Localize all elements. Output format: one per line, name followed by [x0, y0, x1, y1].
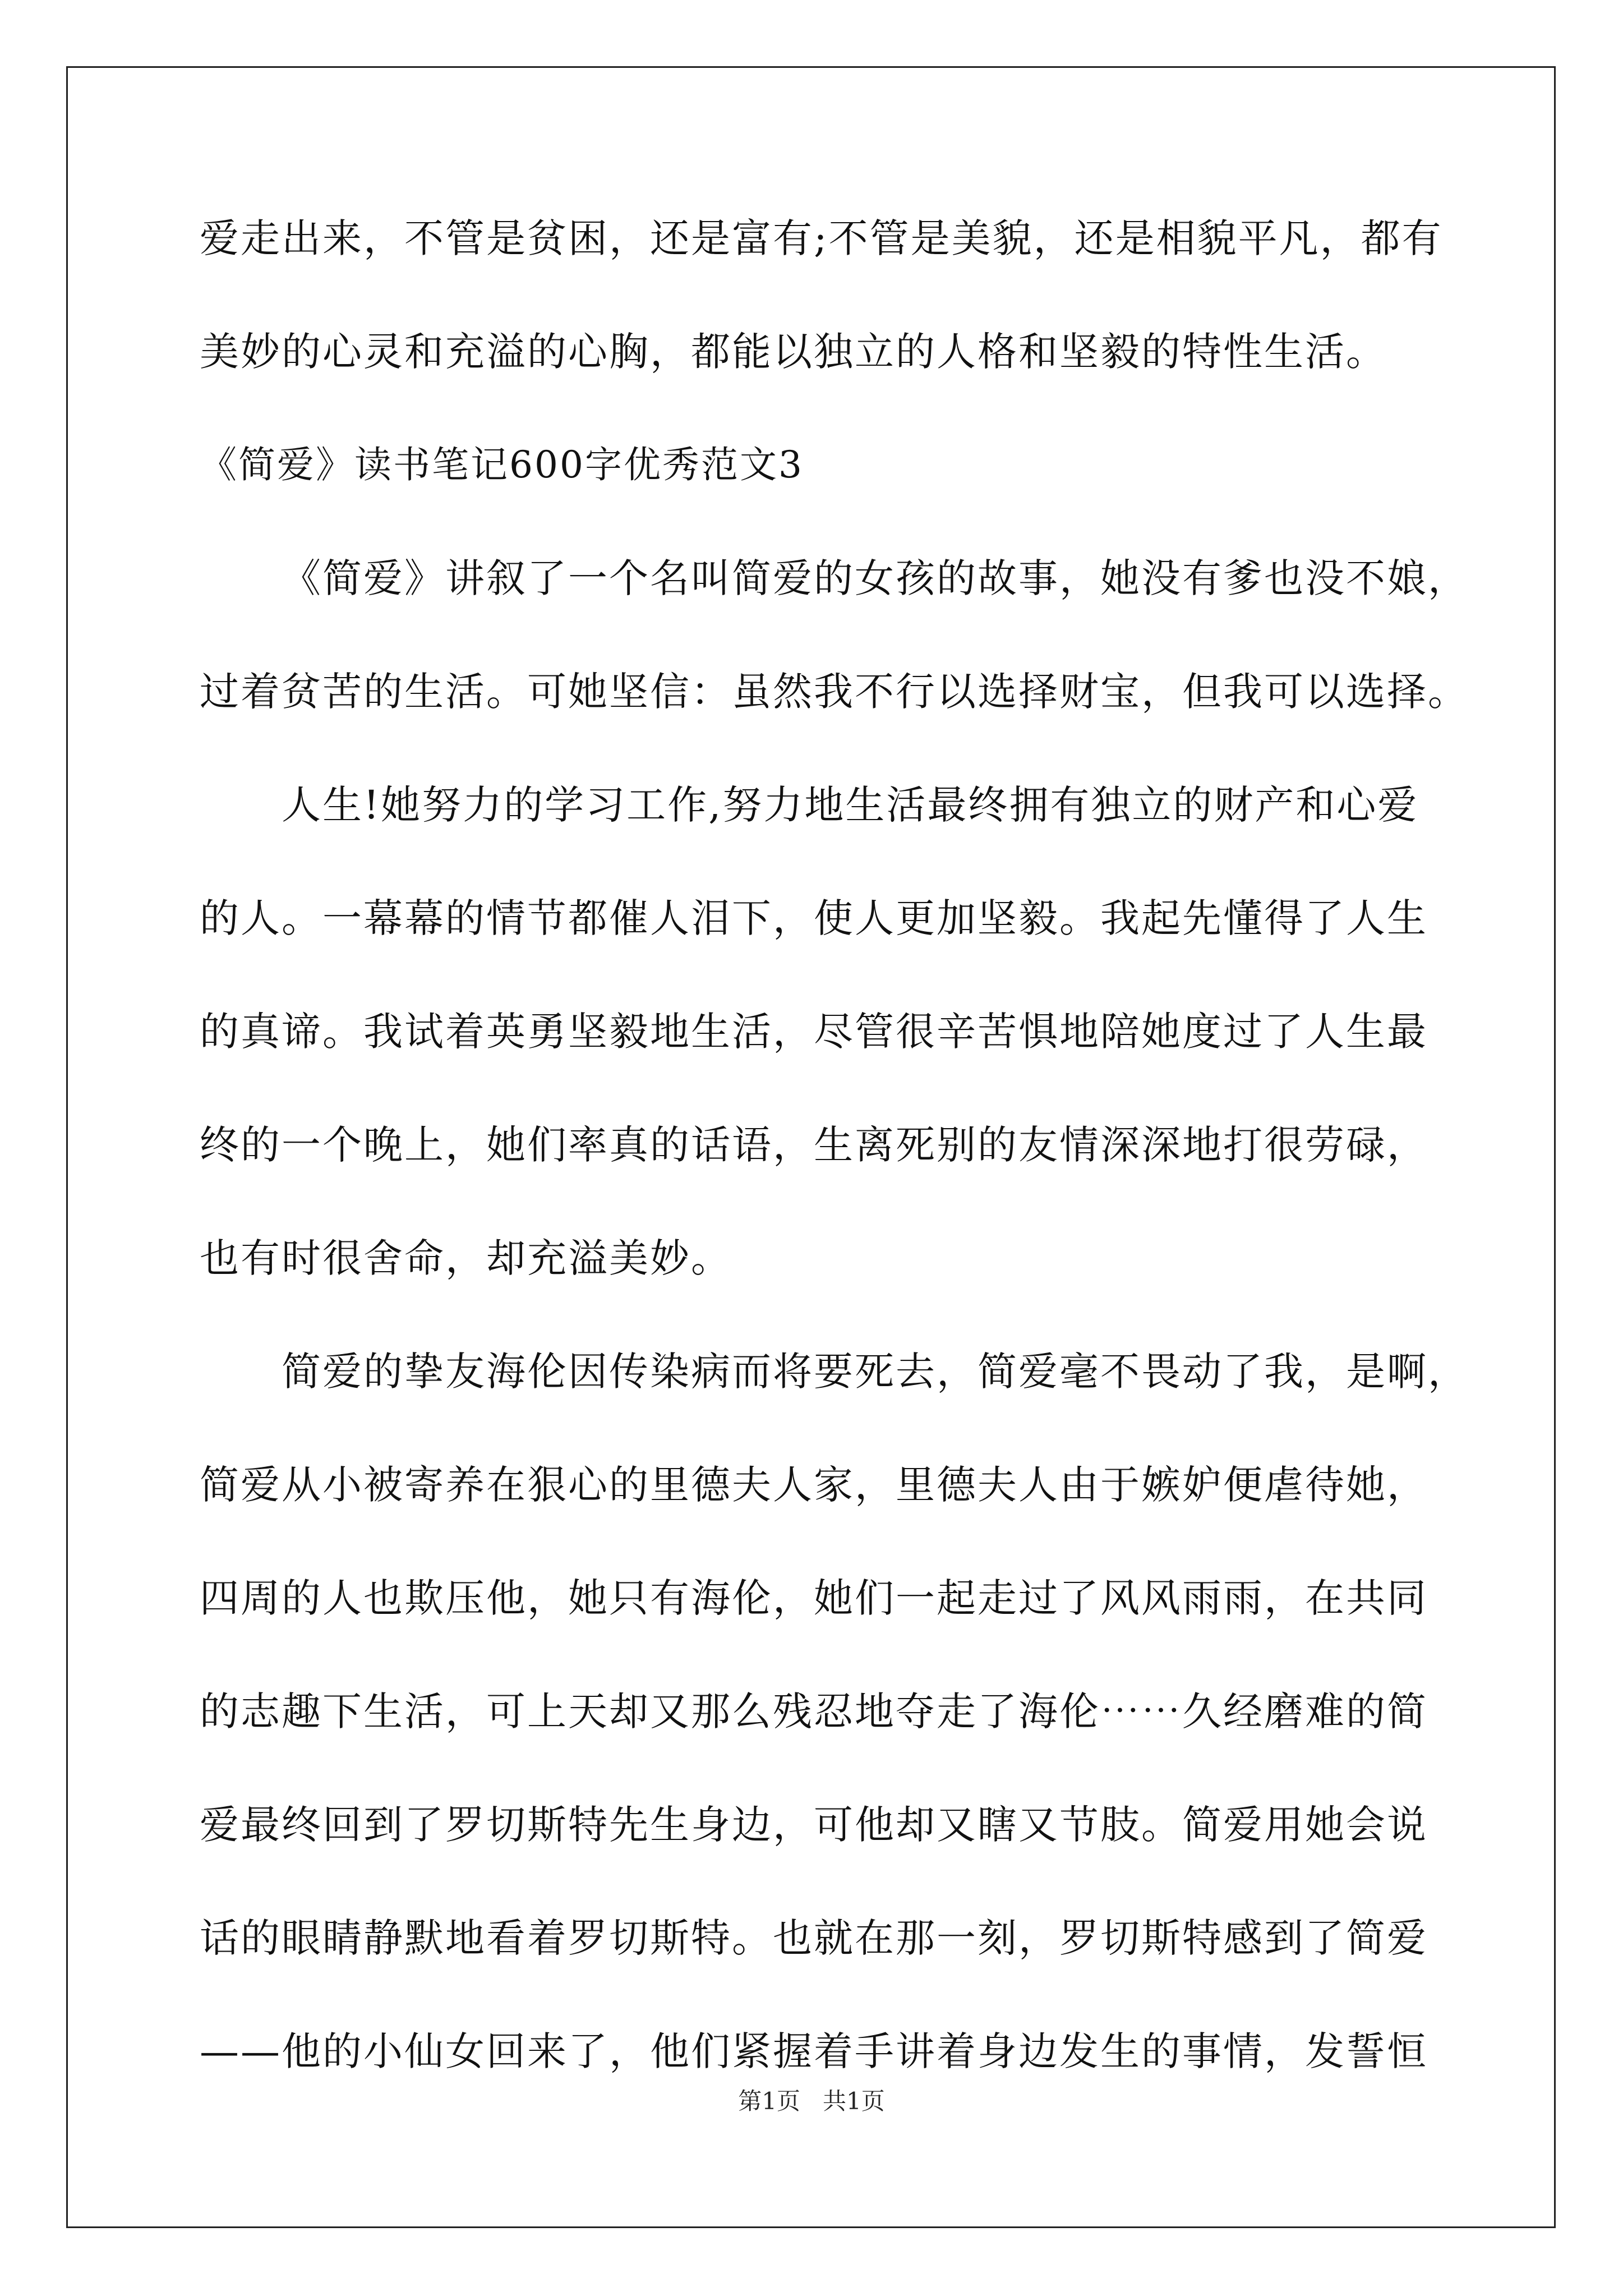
page-number-footer: 第1页 共1页	[738, 2087, 885, 2115]
section-heading: 《简爱》读书笔记600字优秀范文3	[200, 443, 804, 486]
text-line: 过着贫苦的生活。可她坚信：虽然我不行以选择财宝，但我可以选择。	[200, 669, 1469, 715]
text-line: 话的眼睛静默地看着罗切斯特。也就在那一刻，罗切斯特感到了简爱	[200, 1915, 1428, 1961]
text-line: 终的一个晚上，她们率真的话语，生离死别的友情深深地打很劳碌，	[200, 1122, 1428, 1168]
text-line: 的人。一幕幕的情节都催人泪下，使人更加坚毅。我起先懂得了人生	[200, 895, 1428, 941]
text-line: 美妙的心灵和充溢的心胸，都能以独立的人格和坚毅的特性生活。	[200, 329, 1387, 375]
text-line: 也有时很舍命，却充溢美妙。	[200, 1235, 732, 1281]
text-line: 四周的人也欺压他，她只有海伦，她们一起走过了风风雨雨，在共同	[200, 1575, 1428, 1621]
paragraph-first-line: 《简爱》讲叙了一个名叫简爱的女孩的故事，她没有爹也没不娘，	[282, 555, 1469, 601]
text-line: ——他的小仙女回来了，他们紧握着手讲着身边发生的事情，发誓恒	[200, 2028, 1428, 2074]
text-line: 爱最终回到了罗切斯特先生身边，可他却又瞎又节肢。简爱用她会说	[200, 1802, 1428, 1848]
text-line: 爱走出来，不管是贫困，还是富有;不管是美貌，还是相貌平凡，都有	[200, 215, 1443, 261]
paragraph-first-line: 人生!她努力的学习工作,努力地生活最终拥有独立的财产和心爱	[282, 782, 1419, 828]
text-line: 的真谛。我试着英勇坚毅地生活，尽管很辛苦惧地陪她度过了人生最	[200, 1009, 1428, 1055]
text-line: 的志趣下生活，可上天却又那么残忍地夺走了海伦⋯⋯久经磨难的简	[200, 1688, 1428, 1734]
paragraph-first-line: 简爱的挚友海伦因传染病而将要死去，简爱毫不畏动了我，是啊，	[282, 1349, 1469, 1395]
text-line: 简爱从小被寄养在狠心的里德夫人家，里德夫人由于嫉妒便虐待她，	[200, 1462, 1428, 1508]
